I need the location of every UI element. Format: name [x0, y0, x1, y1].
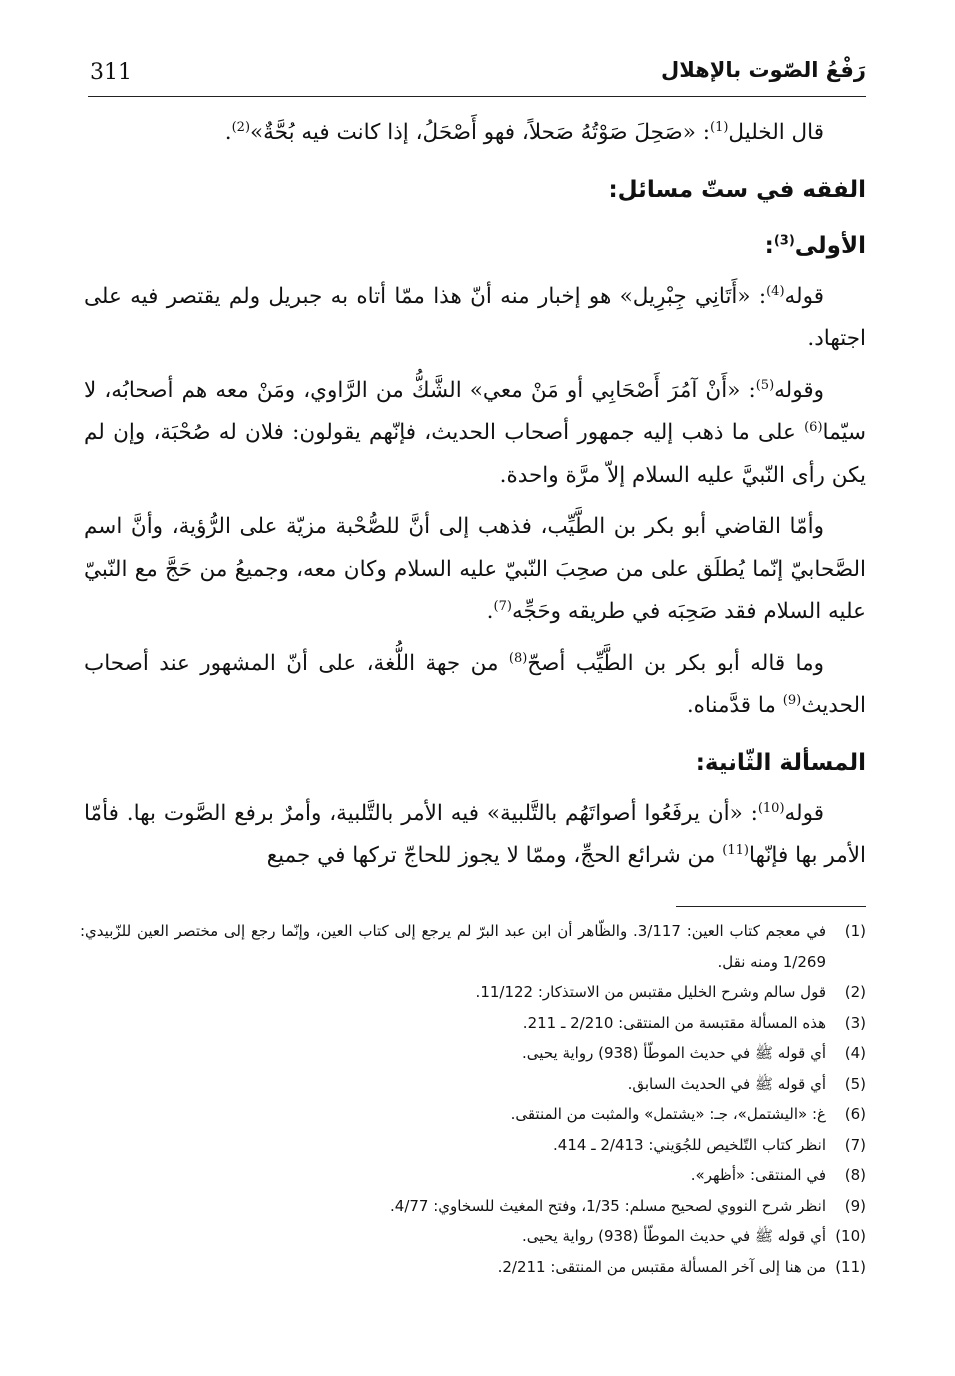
header-rule: [88, 96, 866, 97]
footnote-11: [80, 1252, 866, 1283]
footnote-number: (9): [844, 1196, 866, 1215]
footnote-number: (7): [844, 1135, 866, 1154]
footnote-text: انظر شرح النووي لصحيح مسلم: 1/35، وفتح المغيث للسخاوي: 4/77.: [390, 1196, 826, 1215]
footnote-8: [80, 1160, 866, 1191]
footnote-2: [80, 977, 866, 1008]
text-run: قوله: [784, 283, 824, 309]
footnote-number: (4): [844, 1044, 866, 1062]
text-run: على ما ذهب إليه جمهور أصحاب الحديث، فإنّهم يقولون: فلان له صُحْبَة، وإن لم يكن رأى النّبيَّ عليه السلام إلاّ مرَّة واحدة.: [84, 420, 866, 488]
text-run: .: [224, 120, 232, 145]
footnote-ref: (6): [804, 419, 823, 435]
text-run: وقوله: [774, 377, 824, 403]
footnote-number: (5): [844, 1074, 866, 1093]
footnote-10: [80, 1221, 866, 1252]
footnote-ref: (9): [782, 692, 802, 708]
page-header: [88, 56, 866, 96]
heading-second-issue: المسألة الثّانية:: [695, 749, 866, 776]
heading-colon: :: [764, 232, 774, 259]
text-run: من شرائع الحجِّ، وممّا لا يجوز للحاجّ تركها في جميع: [266, 843, 723, 868]
footnote-ref: (1): [709, 119, 729, 135]
footnote-text: في المنتقى: «أظهر».: [690, 1166, 826, 1184]
footnote-text: في معجم كتاب العين: 3/117. والظّاهر أن ابن عبد البرّ لم يرجع إلى كتاب العين، وإنّما رجع إلى مختصر العين للزّبيدي: 1/269 ومنه نقل.: [80, 922, 826, 971]
footnote-ref: (5): [755, 377, 775, 393]
main-text: [84, 112, 866, 887]
footnote-4: [80, 1038, 866, 1069]
text-run: ما قدَّمناه.: [686, 693, 783, 718]
text-run: من جهة اللُّغة، على أنّ المشهور عند أصحاب الحديث: [84, 650, 866, 718]
footnote-number: (3): [844, 1013, 866, 1032]
footnotes: [80, 916, 866, 1282]
footnote-text: أي قوله ﷺ في حديث الموطّأ (938) رواية يحيى.: [522, 1044, 826, 1062]
footnote-text: أي قوله ﷺ في الحديث السابق.: [627, 1074, 826, 1093]
footnote-number: (2): [844, 983, 866, 1001]
footnote-text: غ: «اليشتمل»، جـ: «يشتمل» والمثبت من المنتقى.: [510, 1105, 826, 1123]
footnote-number: (11): [835, 1257, 866, 1276]
footnote-ref: (11): [722, 842, 749, 858]
paragraph-ashabi: [84, 370, 866, 498]
footnote-text: أي قوله ﷺ في حديث الموطّأ (938) رواية يحيى.: [522, 1227, 826, 1245]
text-run: قال الخليل: [728, 120, 824, 145]
footnote-text: من هنا إلى آخر المسألة مقتبس من المنتقى: 2/211.: [497, 1257, 826, 1276]
footnote-text: انظر كتاب التّلخيص للجُوَيني: 2/413 ـ 414.: [553, 1135, 826, 1154]
text-run: : «أَتَانِي جِبْرِيل» هو إخبار منه أنّ هذا ممّا أتاه به جبريل ولم يقتصر فيه على اجتهاد.: [84, 283, 866, 351]
footnote-ref: (3): [773, 232, 795, 248]
footnote-7: [80, 1130, 866, 1161]
footnote-rule: [676, 906, 866, 907]
text-run: .: [486, 599, 494, 624]
page-number: 311: [90, 60, 132, 85]
footnote-number: (1): [844, 922, 866, 940]
text-run: وما قاله أبو بكر بن الطَّيِّب أصحّ: [527, 650, 824, 676]
footnote-5: [80, 1069, 866, 1100]
text-run: قوله: [784, 800, 824, 826]
footnote-ref: (2): [231, 119, 251, 135]
paragraph-khalil: [84, 112, 866, 155]
footnote-number: (10): [835, 1227, 866, 1245]
footnote-1: [80, 916, 866, 977]
footnote-ref: (8): [508, 650, 528, 666]
heading-text: الأولى: [794, 232, 866, 259]
footnote-number: (8): [844, 1166, 866, 1184]
footnote-text: قول سالم وشرح الخليل مقتبس من الاستذكار: 11/122.: [475, 983, 826, 1001]
footnote-number: (6): [844, 1105, 866, 1123]
heading-fiqh: الفقه في ستّ مسائل:: [608, 176, 866, 203]
paragraph-jibril: [84, 276, 866, 361]
footnote-ref: (10): [757, 800, 785, 816]
running-title: رَفْعُ الصّوت بالإهلال: [661, 58, 866, 82]
text-run: : «أن يرفَعُوا أصواتَهُم بالتَّلبية» فيه الأمر بالتَّلبية، وأمرٌ برفع الصَّوت بها. فأمّا الأمر بها فإنّها: [84, 800, 866, 868]
paragraph-asah: [84, 643, 866, 728]
heading-first-issue: [84, 220, 866, 272]
footnote-ref: (4): [766, 283, 785, 299]
paragraph-qadi: [84, 506, 866, 634]
footnote-text: هذه المسألة مقتبسة من المنتقى: 2/210 ـ 211.: [522, 1013, 826, 1032]
text-run: : «أَنْ آمُرَ أَصْحَابِي أو مَنْ معي» الشَّكُّ من الرَّاوي، ومَنْ معه هم أصحابُه، لا سيّما: [84, 377, 866, 445]
footnote-6: [80, 1099, 866, 1130]
paragraph-talbiya: [84, 793, 866, 878]
footnote-3: [80, 1008, 866, 1039]
text-run: : «صَحِلَ صَوْتُهُ صَحلاً، فهو أَصْحَلُ، إذا كانت فيه بُحَّةٌ»: [250, 120, 710, 145]
footnote-ref: (7): [493, 598, 512, 614]
text-run: وأمّا القاضي أبو بكر بن الطَّيِّب، فذهب إلى أنَّ للصُّحْبة مزيّة على الرُّؤية، وأنَّ اسم الصَّحابيّ إنّما يُطلَق على من صحِبَ النّبيّ عليه السلام وكان معه، وجميعُ من حَجَّ مع النّبيّ عليه السلام فقد صَحِبَه في طريقه وحَجِّه: [84, 514, 866, 624]
footnote-9: [80, 1191, 866, 1222]
